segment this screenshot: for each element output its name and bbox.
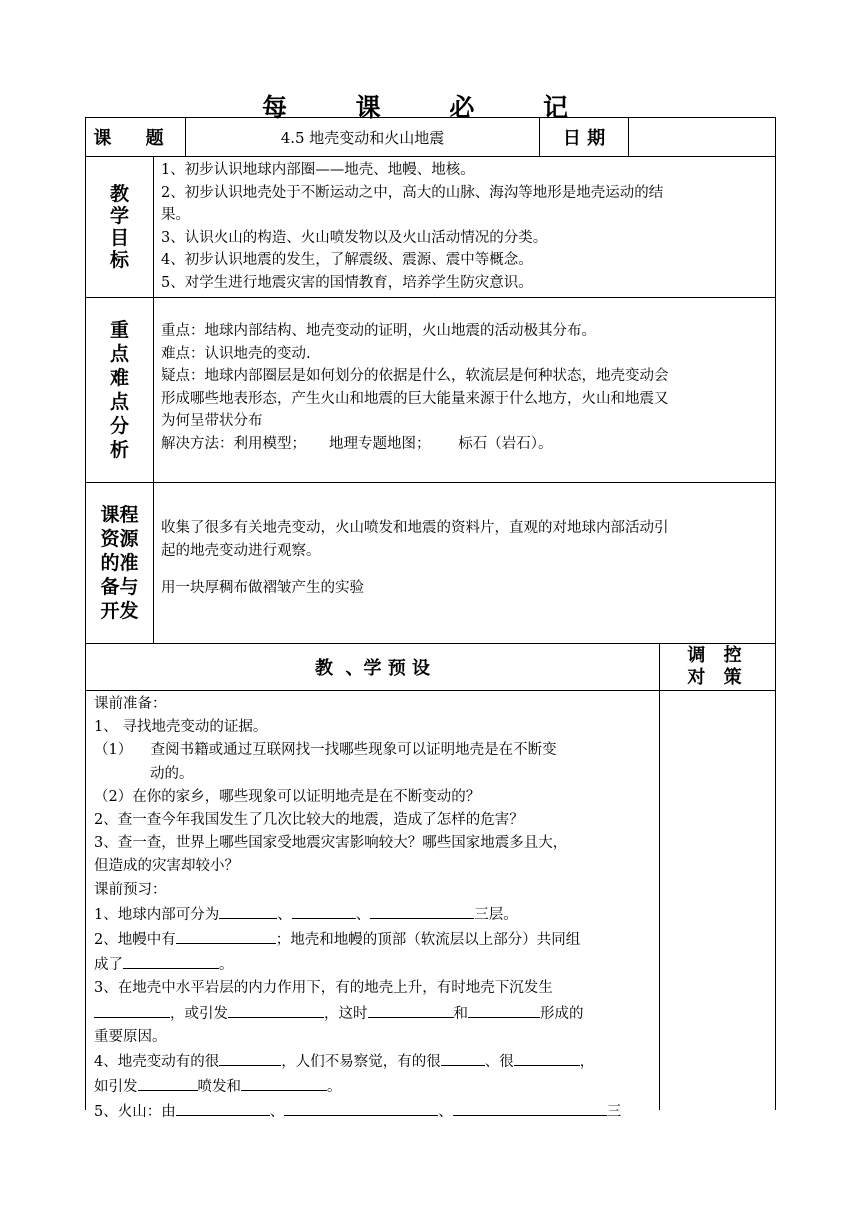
blank[interactable] [370, 902, 474, 919]
objectives-content [153, 156, 776, 298]
fill-line-6 [94, 1074, 653, 1099]
resource-line: 用一块厚稠布做褶皱产生的实验 [161, 580, 364, 596]
preset-text: 、 [277, 906, 292, 923]
preset-text: 三 [606, 1104, 622, 1121]
resources-label-cell [85, 482, 154, 644]
fill-line-3 [94, 952, 653, 977]
fill-line-7 [94, 1099, 653, 1124]
preset-text: 、 [438, 1104, 453, 1121]
preset-text: 、 [355, 906, 371, 923]
preset-label-cell [85, 643, 660, 691]
blank[interactable] [219, 1049, 281, 1066]
objective-line: 2、初步认识地壳处于不断运动之中，高大的山脉、海沟等地形是地壳运动的结 [161, 184, 664, 201]
blank[interactable] [94, 1001, 170, 1018]
preset-line: 3、查一查，世界上哪些国家受地震灾害影响较大？哪些国家地震多且大， [94, 835, 568, 852]
blank[interactable] [441, 1049, 485, 1066]
topic-value-cell [185, 117, 540, 157]
blank[interactable] [453, 1099, 607, 1116]
blank[interactable] [219, 902, 277, 919]
page-title: 每 课 必 记 [261, 93, 599, 122]
preset-text: 。 [219, 957, 234, 974]
keypoint-line: 解决方法：利用模型； 地理专题地图； 标石（岩石）。 [161, 435, 553, 452]
blank[interactable] [368, 1001, 454, 1018]
preset-text: 4、地壳变动有的很 [94, 1054, 220, 1071]
blank[interactable] [292, 902, 356, 919]
date-value-cell [628, 117, 776, 157]
preset-text: ，人们不易察觉，有的很 [281, 1054, 441, 1071]
preset-label: 教 、学 预 设 [314, 658, 431, 679]
objective-line: 果。 [161, 207, 190, 223]
keypoint-line: 重点：地球内部结构、地壳变动的证明，火山地震的活动极其分布。 [161, 323, 596, 339]
topic-value: 4.5 地壳变动和火山地震 [280, 128, 445, 147]
preset-text: ，这时 [324, 1005, 368, 1022]
preset-text: ， [579, 1054, 595, 1071]
blank[interactable] [176, 1099, 270, 1116]
objectives-label-cell [85, 156, 154, 298]
preset-text: 三层。 [474, 906, 518, 923]
preset-text: 、很 [484, 1054, 514, 1071]
blank[interactable] [176, 927, 276, 944]
preset-line: 3、在地壳中水平岩层的内力作用下，有的地壳上升，有时地壳下沉发生 [94, 980, 553, 997]
preset-line: 重要原因。 [94, 1028, 167, 1045]
fill-line-1 [94, 902, 653, 927]
objective-line: 1、初步认识地球内部圈——地壳、地幔、地核。 [161, 162, 475, 178]
blank[interactable] [468, 1001, 540, 1018]
keypoints-label-cell [85, 297, 154, 483]
preset-text: 和 [453, 1005, 468, 1022]
blank[interactable] [514, 1049, 580, 1066]
date-label-cell [539, 117, 629, 157]
resources-label: 课程 资源 的准 备与 开发 [100, 504, 139, 622]
preset-content [85, 690, 660, 1121]
blank[interactable] [138, 1074, 198, 1091]
preset-text: 。 [327, 1079, 342, 1096]
preset-text: 1、地球内部可分为 [94, 906, 220, 923]
preset-text: 成了 [94, 957, 123, 974]
resources-content [153, 482, 776, 644]
preset-line: （2）在你的家乡，哪些现象可以证明地壳是在不断变动的？ [94, 788, 481, 805]
preset-line: 1、 寻找地壳变动的证据。 [94, 719, 268, 736]
objective-line: 3、认识火山的构造、火山喷发物以及火山活动情况的分类。 [161, 229, 548, 246]
preset-text: 5、火山：由 [94, 1104, 176, 1121]
keypoints-label: 重 点 难 点 分 析 [109, 319, 129, 461]
fill-line-2 [94, 927, 653, 952]
resource-line [161, 563, 769, 577]
preset-text: ，或引发 [170, 1005, 228, 1022]
preset-text: 如引发 [94, 1079, 138, 1096]
fill-line-5 [94, 1049, 653, 1074]
preset-line: 课前预习： [94, 881, 167, 898]
keypoint-line: 为何呈带状分布 [161, 413, 263, 429]
preset-line: （1） 查阅书籍或通过互联网找一找哪些现象可以证明地壳是在不断变 [94, 742, 557, 759]
date-label: 日 期 [562, 128, 606, 149]
control-label-cell [659, 643, 776, 691]
keypoint-line: 难点：认识地壳的变动. [161, 345, 311, 362]
preset-text: 形成的 [540, 1005, 584, 1022]
resource-line: 起的地壳变动进行观察。 [161, 543, 321, 559]
keypoint-line: 形成哪些地表形态，产生火山和地震的巨大能量来源于什么地方，火山和地震又 [161, 390, 669, 407]
preset-text: 2、地幔中有 [94, 932, 176, 949]
blank[interactable] [228, 1001, 324, 1018]
preset-text: ；地壳和地幔的顶部（软流层以上部分）共同组 [275, 932, 581, 949]
resource-line: 收集了很多有关地壳变动，火山喷发和地震的资料片，直观的对地球内部活动引 [161, 520, 669, 536]
topic-label: 课 题 [93, 128, 178, 149]
fill-line-4 [94, 1001, 653, 1026]
control-label: 调 控 对 策 [687, 645, 748, 688]
preset-text: 、 [269, 1104, 285, 1121]
objective-line: 5、对学生进行地震灾害的国情教育，培养学生防灾意识。 [161, 274, 533, 291]
preset-line: 课前准备： [94, 696, 167, 712]
blank[interactable] [123, 952, 219, 969]
keypoints-content [153, 297, 776, 483]
blank[interactable] [241, 1074, 327, 1091]
keypoint-line: 疑点：地球内部圈层是如何划分的依据是什么，软流层是何种状态，地壳变动会 [161, 368, 669, 384]
control-content [659, 690, 776, 1110]
objectives-label: 教 学 目 标 [109, 183, 129, 271]
topic-label-cell [85, 117, 186, 157]
preset-text: 喷发和 [197, 1079, 241, 1096]
preset-line: 但造成的灾害却较小？ [94, 858, 239, 875]
preset-line: 2、查一查今年我国发生了几次比较大的地震，造成了怎样的危害？ [94, 812, 524, 829]
blank[interactable] [284, 1099, 438, 1116]
preset-line: 动的。 [150, 765, 194, 782]
objective-line: 4、初步认识地震的发生，了解震级、震源、震中等概念。 [161, 252, 533, 268]
